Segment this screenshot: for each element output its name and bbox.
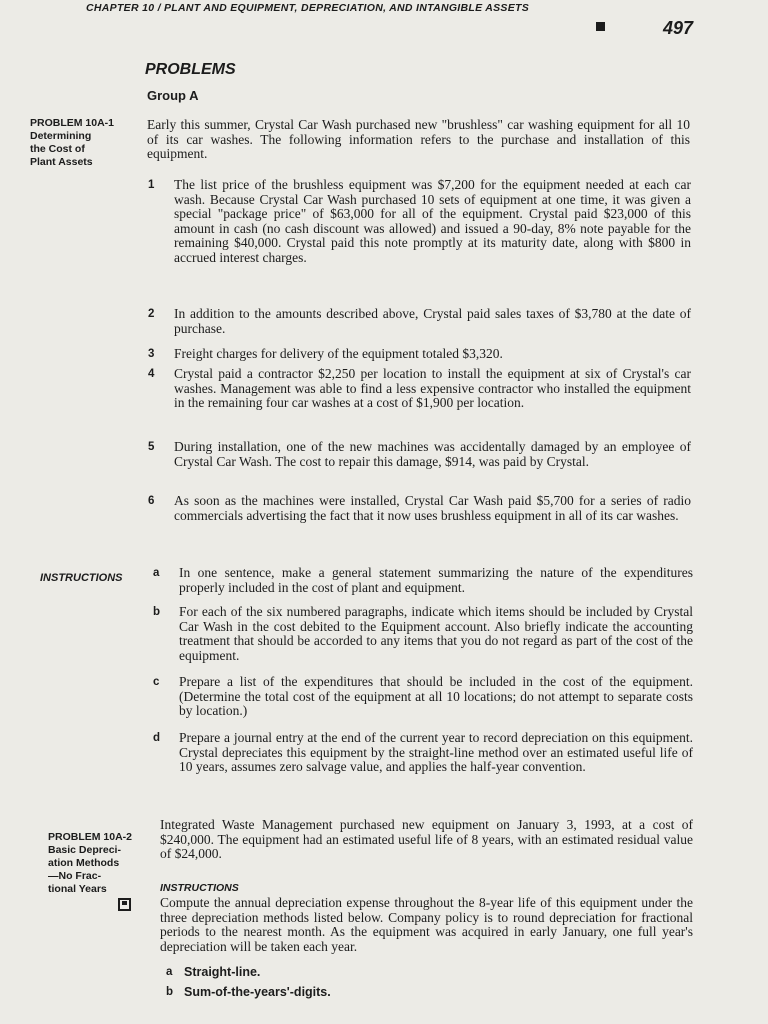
- problem-1-item-5: [148, 440, 691, 485]
- item-marker: b: [153, 606, 161, 618]
- instruction-b: [153, 605, 693, 665]
- problem-1-intro: Early this summer, Crystal Car Wash purchased new "brushless" car washing equipment for all 10 of its car washes. The following information refers to the purchase and installation of this equipment.: [147, 117, 690, 161]
- item-text: Sum-of-the-years'-digits.: [184, 985, 331, 999]
- item-marker: 3: [148, 348, 155, 360]
- square-icon: [596, 22, 605, 31]
- problem-1-item-2: [148, 307, 691, 337]
- problem-1-item-4: [148, 367, 691, 427]
- item-marker: c: [153, 676, 160, 688]
- page-header: [86, 0, 698, 40]
- instruction-a: [153, 566, 693, 596]
- item-marker: 2: [148, 308, 155, 320]
- item-text: In addition to the amounts described above, Crystal paid sales taxes of $3,780 at the date of purchase.: [174, 306, 691, 336]
- item-marker: 1: [148, 179, 155, 191]
- group-heading: Group A: [147, 88, 199, 103]
- item-marker: b: [166, 986, 174, 998]
- page-number: 497: [663, 18, 694, 38]
- method-b: [166, 985, 686, 1001]
- item-marker: 4: [148, 368, 155, 380]
- item-text: As soon as the machines were installed, Crystal Car Wash paid $5,700 for a series of radio commercials advertising the fact that it now uses brushless equipment in all of its car washes.: [174, 493, 691, 523]
- item-marker: a: [153, 567, 160, 579]
- item-marker: d: [153, 732, 161, 744]
- chapter-title: CHAPTER 10 / PLANT AND EQUIPMENT, DEPRECIATION, AND INTANGIBLE ASSETS: [86, 2, 530, 14]
- problem-2-label: PROBLEM 10A-2 Basic Depreci- ation Methods —No Frac- tional Years: [48, 831, 133, 895]
- problem-1-item-3: [148, 347, 691, 363]
- problem-2-intro: Integrated Waste Management purchased new equipment on January 3, 1993, at a cost of $240,000. The equipment had an estimated useful life of 8 years, with an estimated residual value of $24,000.: [160, 817, 693, 861]
- item-text: Straight-line.: [184, 965, 261, 979]
- item-text: In one sentence, make a general statement summarizing the nature of the expenditures properly included in the cost of plant and equipment.: [179, 565, 693, 595]
- item-text: During installation, one of the new machines was accidentally damaged by an employee of Crystal Car Wash. The cost to repair this damage, $914, was paid by Crystal.: [174, 439, 691, 469]
- problem-2-instructions-label: INSTRUCTIONS: [160, 882, 239, 894]
- floppy-disk-icon: [118, 898, 131, 911]
- item-marker: a: [166, 966, 173, 978]
- problem-2-instructions: Compute the annual depreciation expense throughout the 8-year life of this equipment under the three depreciation methods listed below. Company policy is to round depreciation for fractional periods to the nearest month. As the equipment was acquired in early January, one full year's depreciation will be taken each year.: [160, 895, 693, 954]
- instruction-c: [153, 675, 693, 720]
- item-text: Freight charges for delivery of the equipment totaled $3,320.: [174, 346, 503, 361]
- item-text: Prepare a journal entry at the end of the current year to record depreciation on this equipment. Crystal depreciates this equipment by the straight-line method over an estimated useful life of 10 years, assumes zero salvage value, and applies the half-year convention.: [179, 730, 693, 774]
- item-text: For each of the six numbered paragraphs, indicate which items should be included by Crystal Car Wash in the cost debited to the Equipment account. Also briefly indicate the accounting treatment that should be accorded to any items that you do not regard as part of the cost of the equipment.: [179, 604, 693, 663]
- problem-1-item-6: [148, 494, 691, 539]
- instruction-d: [153, 731, 693, 791]
- problem-1-item-1: [148, 178, 691, 294]
- section-title: PROBLEMS: [145, 61, 236, 78]
- item-text: The list price of the brushless equipment was $7,200 for the equipment needed at each car wash. Because Crystal Car Wash purchased 10 sets of equipment at one time, it was given a special "package price" of $63,000 for all of the equipment. Crystal paid $23,000 of this amount in cash (no cash discount was allowed) and issued a 90-day, 8% note payable for the remaining $40,000. Crystal paid this note promptly at its maturity date, along with $800 in accrued interest charges.: [174, 177, 691, 265]
- item-marker: 5: [148, 441, 155, 453]
- problem-1-label: PROBLEM 10A-1 Determining the Cost of Plant Assets: [30, 117, 115, 168]
- method-a: [166, 965, 686, 981]
- item-text: Crystal paid a contractor $2,250 per location to install the equipment at six of Crystal's car washes. Management was able to find a less expensive contractor who installed the equipment in the remaining four car washes at a cost of $1,900 per location.: [174, 366, 691, 410]
- item-marker: 6: [148, 495, 155, 507]
- instructions-label: INSTRUCTIONS: [40, 572, 123, 584]
- item-text: Prepare a list of the expenditures that should be included in the cost of the equipment. (Determine the total cost of the equipment at all 10 locations; do not attempt to separate costs by location.): [179, 674, 693, 718]
